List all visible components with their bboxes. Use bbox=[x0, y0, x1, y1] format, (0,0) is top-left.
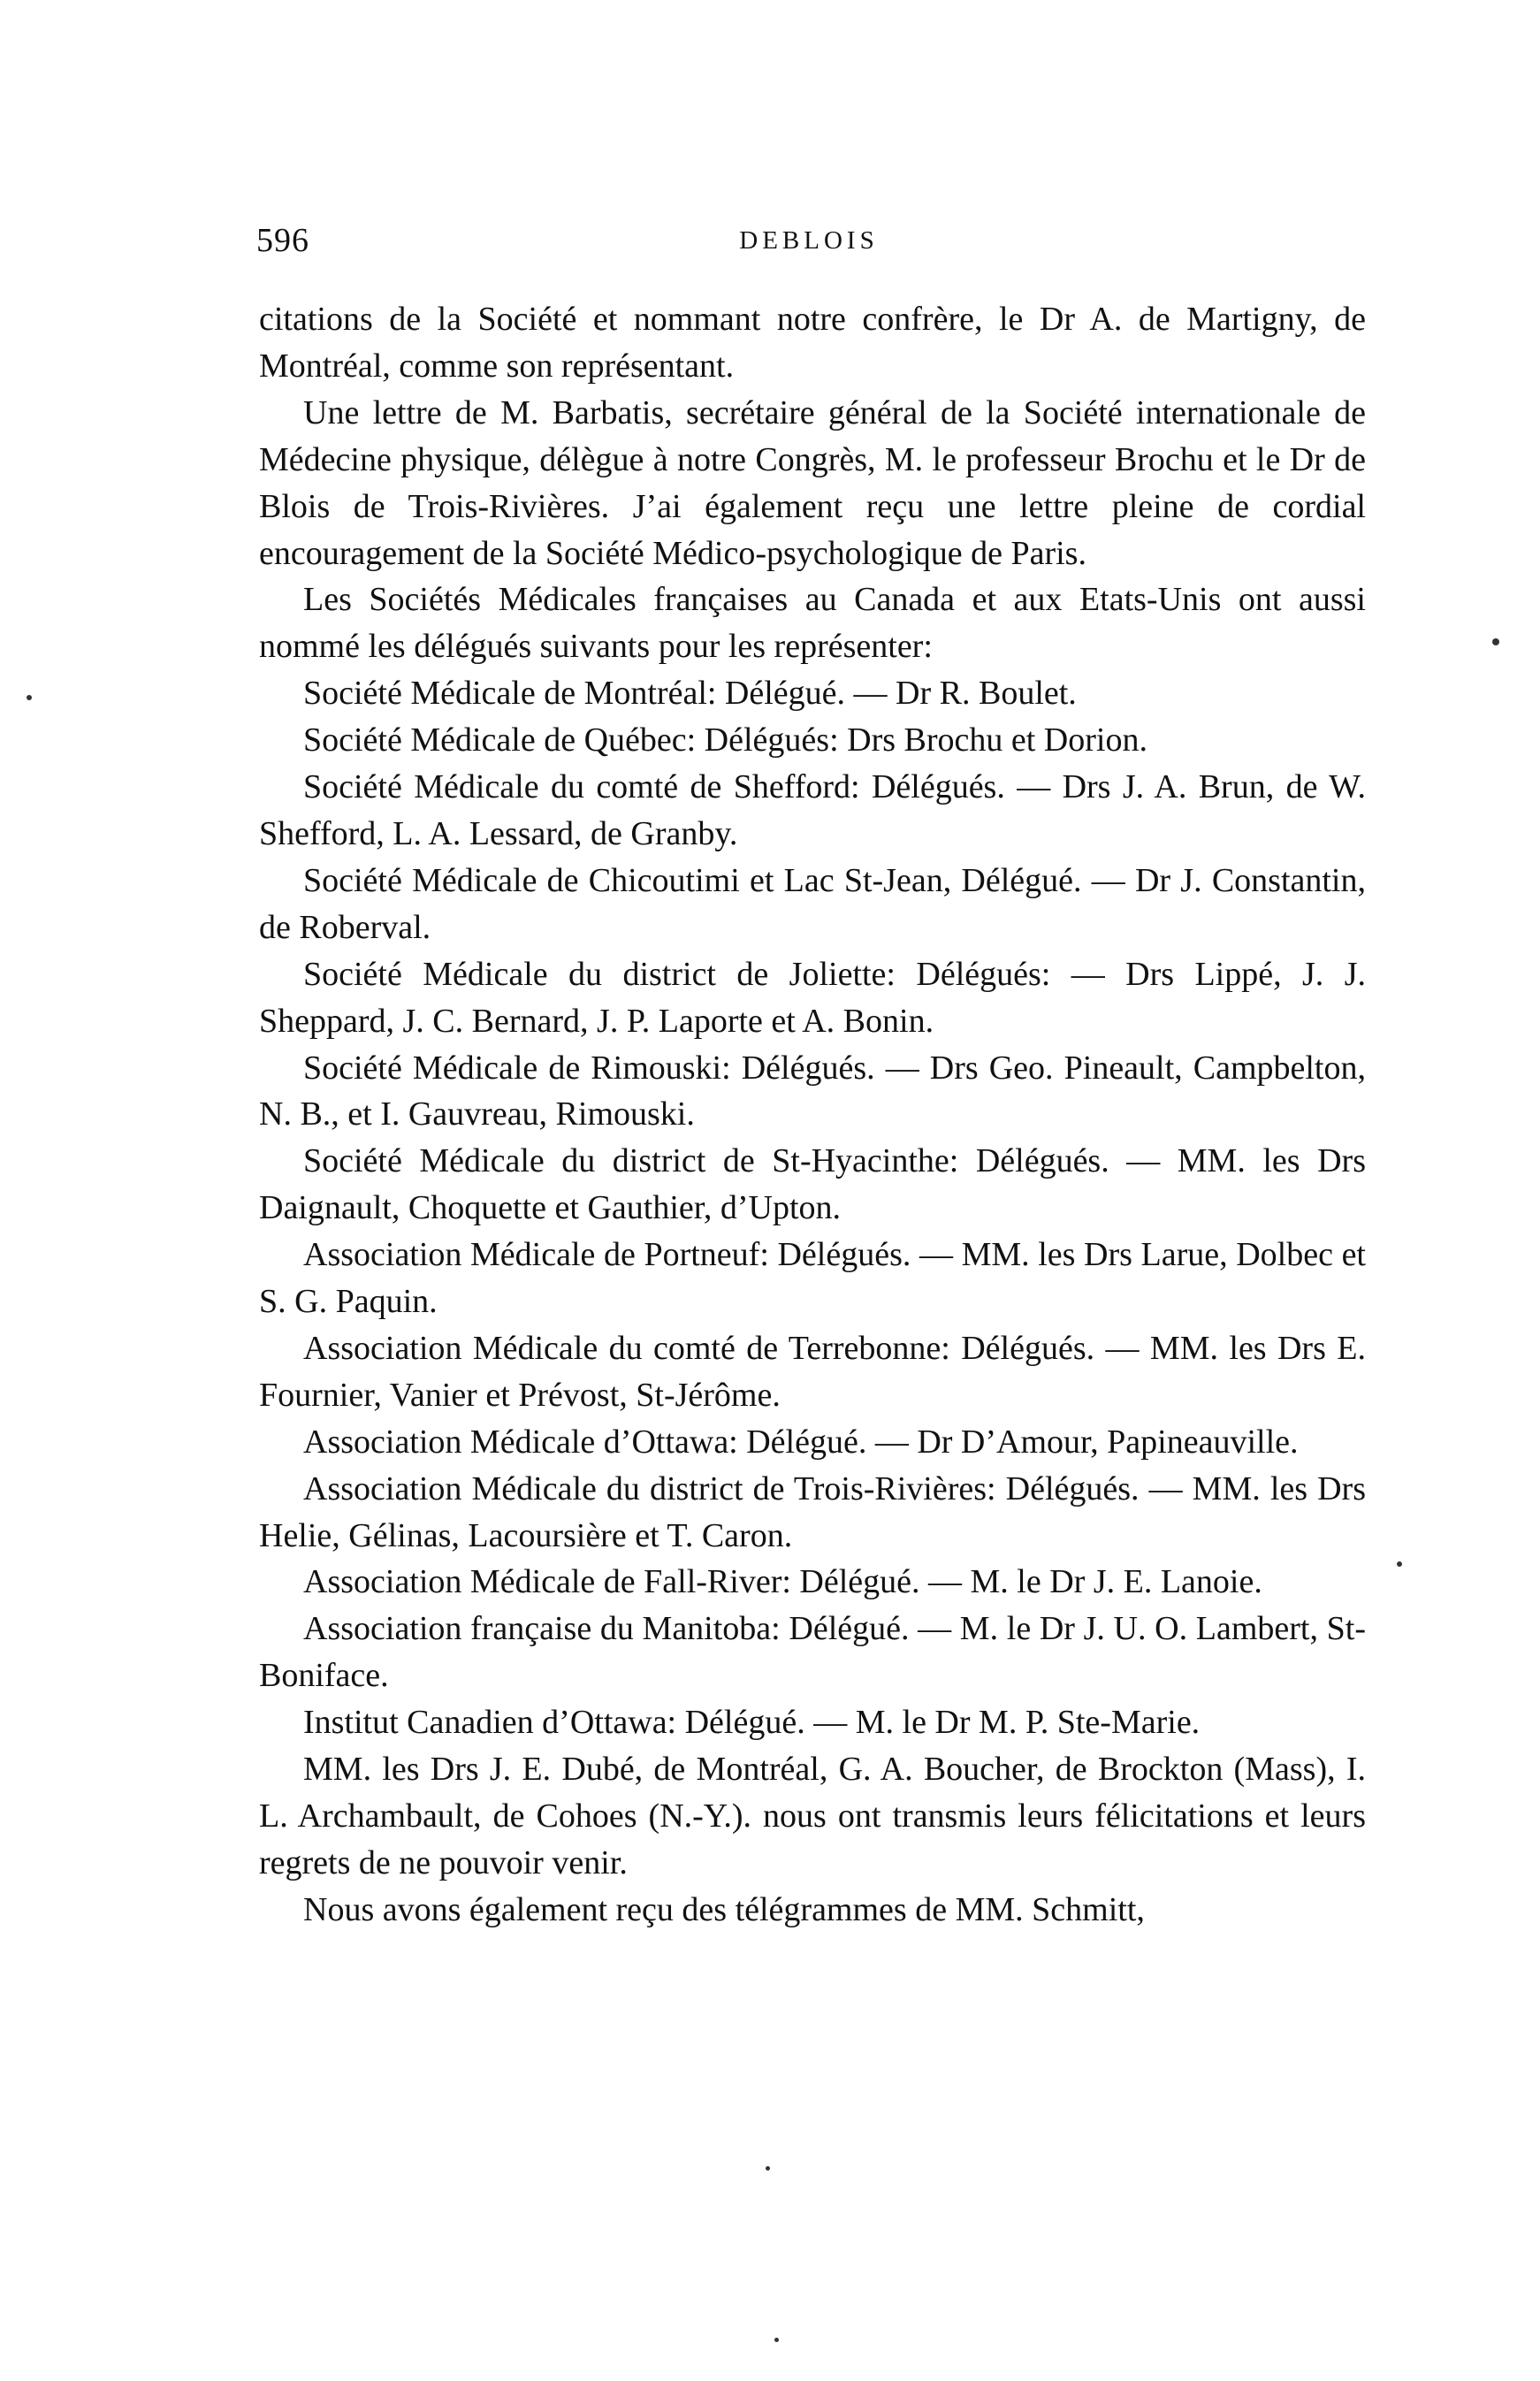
paragraph: Une lettre de M. Barbatis, secrétaire général de la Société internationale de Médecine physique, délègue à notre Congrès, M. le professeur Brochu et le Dr de Blois de Trois-Rivières. J’ai également reçu une lettre pleine de cordial encouragement de la Société Médico-psychologique de Paris. bbox=[259, 393, 1366, 572]
margin-speck bbox=[766, 2166, 770, 2171]
delegate-entry: Société Médicale du district de St-Hyacinthe: Délégués. — MM. les Drs Daignault, Choquette et Gauthier, d’Upton. bbox=[259, 1142, 1366, 1227]
delegate-entry: Société Médicale de Québec: Délégués: Drs Brochu et Dorion. bbox=[303, 721, 1147, 759]
margin-speck bbox=[774, 2338, 779, 2342]
delegate-entry: Association Médicale du comté de Terrebonne: Délégués. — MM. les Drs E. Fournier, Vanier et Prévost, St-Jérôme. bbox=[259, 1329, 1366, 1414]
delegate-entry: Association française du Manitoba: Délégué. — M. le Dr J. U. O. Lambert, St-Boniface. bbox=[259, 1610, 1366, 1695]
margin-speck bbox=[27, 695, 32, 700]
delegate-entry: Association Médicale de Portneuf: Délégués. — MM. les Drs Larue, Dolbec et S. G. Paquin. bbox=[259, 1236, 1366, 1321]
delegate-entry: Association Médicale de Fall-River: Délégué. — M. le Dr J. E. Lanoie. bbox=[303, 1563, 1262, 1601]
margin-speck bbox=[1397, 1561, 1402, 1567]
running-head: DEBLOIS bbox=[739, 226, 879, 255]
page-number: 596 bbox=[256, 222, 309, 259]
body-text bbox=[259, 296, 1366, 1934]
paragraph: Les Sociétés Médicales françaises au Canada et aux Etats-Unis ont aussi nommé les délégués suivants pour les représenter: bbox=[259, 581, 1366, 666]
delegate-entry: Institut Canadien d’Ottawa: Délégué. — M. le Dr M. P. Ste-Marie. bbox=[303, 1704, 1201, 1742]
delegate-entry: Société Médicale de Rimouski: Délégués. — Drs Geo. Pineault, Campbelton, N. B., et I. Gauvreau, Rimouski. bbox=[259, 1049, 1366, 1133]
delegate-entry: Association Médicale du district de Trois-Rivières: Délégués. — MM. les Drs Helie, Gélinas, Lacoursière et T. Caron. bbox=[259, 1469, 1366, 1554]
paragraph-continued: citations de la Société et nommant notre confrère, le Dr A. de Martigny, de Montréal, comme son représentant. bbox=[259, 301, 1366, 385]
delegate-entry: Société Médicale de Montréal: Délégué. — Dr R. Boulet. bbox=[303, 675, 1077, 713]
delegate-entry: Société Médicale de Chicoutimi et Lac St-Jean, Délégué. — Dr J. Constantin, de Roberval. bbox=[259, 861, 1366, 946]
margin-speck bbox=[1492, 638, 1499, 645]
page-header bbox=[256, 221, 1361, 274]
paragraph: Nous avons également reçu des télégrammes de MM. Schmitt, bbox=[303, 1890, 1145, 1928]
delegate-entry: Association Médicale d’Ottawa: Délégué. — Dr D’Amour, Papineauville. bbox=[303, 1423, 1299, 1461]
delegate-entry: Société Médicale du district de Joliette: Délégués: — Drs Lippé, J. J. Sheppard, J. C. Bernard, J. P. Laporte et A. Bonin. bbox=[259, 955, 1366, 1040]
paragraph: MM. les Drs J. E. Dubé, de Montréal, G. A. Boucher, de Brockton (Mass), I. L. Archambault, de Cohoes (N.-Y.). nous ont transmis leurs félicitations et leurs regrets de ne pouvoir venir. bbox=[259, 1751, 1366, 1881]
delegate-entry: Société Médicale du comté de Shefford: Délégués. — Drs J. A. Brun, de W. Shefford, L. A. Lessard, de Granby. bbox=[259, 768, 1366, 852]
